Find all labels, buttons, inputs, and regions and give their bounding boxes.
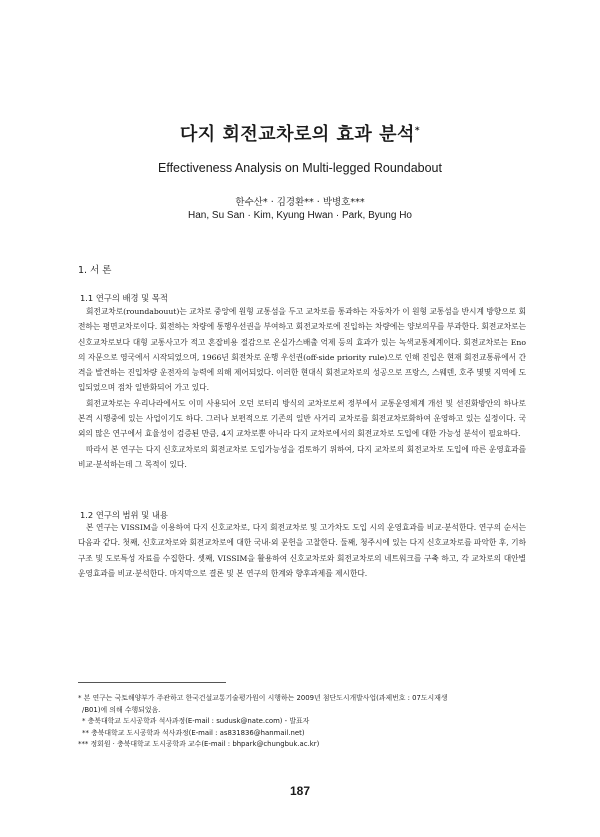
section-1-2-heading: 1.2 연구의 범위 및 내용: [80, 510, 168, 520]
page-number: 187: [289, 784, 311, 798]
footnote: *** 정회원 · 충북대학교 도시공학과 교수(E-mail : bhpark@chungbuk.ac.kr): [78, 740, 320, 748]
section-1-heading: 1. 서 론: [78, 265, 112, 276]
paper-title-text: 다지 회전교차로의 효과 분석: [179, 124, 415, 145]
section-1-1-body: [78, 304, 526, 472]
footnote: * 본 연구는 국토해양부가 주관하고 한국건설교통기술평가원이 시행하는 2009년 첨단도시개발사업(과제번호 : 07도시재생: [78, 694, 448, 702]
authors-korean: 한수산* · 김경환** · 박병호***: [235, 197, 365, 208]
paragraph: 회전교차로(roundabouut)는 교차로 중앙에 원형 교통섬을 두고 교차로를 통과하는 자동차가 이 원형 교통섬을 반시계 방향으로 회전하는 평면교차로이다. 회전하는 차량에 통행우선권을 부여하고 회전교차로에 진입하는 차량에는 양보의무를 부과한다. 회전교차로는 신호교차로보다 대형 교통사고가 적고 혼잡비용 절감으로 온실가스배출 억제 등의 효과가 있는 녹색교통체계이다. 회전교차로는 Eno의 자문으로 영국에서 시작되었으며, 1966년 회전차로 운행 우선권(off-side priority rule)으로 인해 진입은 현재 회전교통류에서 간격을 발견하는 진입차량 운전자의 능력에 의해 제어되었다. 이러한 현대식 회전교차로의 성공으로 프랑스, 스웨덴, 호주 몇몇 지역에 도입되었으며 점차 일반화되어 가고 있다.: [78, 307, 526, 393]
footnote: /B01)에 의해 수행되었음.: [82, 705, 161, 714]
footnotes: [78, 693, 530, 751]
title-footnote-mark: *: [414, 126, 421, 136]
paragraph: 본 연구는 VISSIM을 이용하여 다지 신호교차로, 다지 회전교차로 및 고가차도 도입 시의 운영효과를 비교·분석한다. 연구의 순서는 다음과 같다. 첫째, 신호교차로와 회전교차로에 대한 국내·외 문헌을 고찰한다. 둘째, 청주시에 있는 다지 신호교차로를 파악한 후, 기하구조 및 도로특성 자료를 수집한다. 셋째, VISSIM을 활용하여 신호교차로와 회전교차로의 네트워크를 구축 하고, 각 교차로의 대안별 운영효과를 비교·분석한다. 마지막으로 결론 및 본 연구의 한계와 향후과제를 제시한다.: [78, 523, 526, 578]
paragraph: 회전교차로는 우리나라에서도 이미 사용되어 오던 로터리 방식의 교차로로써 정부에서 교통운영체계 개선 및 선진화방안의 하나로 본격 시행중에 있는 사업이기도 하다. 그러나 보편적으로 기존의 일반 사거리 교차로를 회전교차로화하여 운영하고 있는 실정이다. 국외의 많은 연구에서 효율성이 검증된 만큼, 4지 교차로뿐 아니라 다지 교차로에서의 회전교차로 도입에 대한 가능성 분석이 필요하다.: [78, 398, 526, 439]
paper-subtitle: Effectiveness Analysis on Multi-legged Roundabout: [158, 161, 442, 175]
paragraph: 따라서 본 연구는 다지 신호교차로의 회전교차로 도입가능성을 검토하기 위하여, 다지 교차로의 회전교차로 도입에 따른 운영효과를 비교·분석하는데 그 목적이 있다.: [78, 444, 526, 469]
footnote: ** 충북대학교 도시공학과 석사과정(E-mail : as831836@hanmail.net): [82, 728, 305, 737]
paper-title: [0, 120, 600, 146]
authors-english: Han, Su San · Kim, Kyung Hwan · Park, Byung Ho: [188, 210, 412, 221]
section-1-2-body: [78, 520, 526, 581]
footnote: * 충북대학교 도시공학과 석사과정(E-mail : sudusk@nate.com) - 발표자: [82, 717, 310, 725]
footnote-divider: [78, 682, 226, 683]
section-1-1-heading: 1.1 연구의 배경 및 목적: [80, 293, 168, 303]
